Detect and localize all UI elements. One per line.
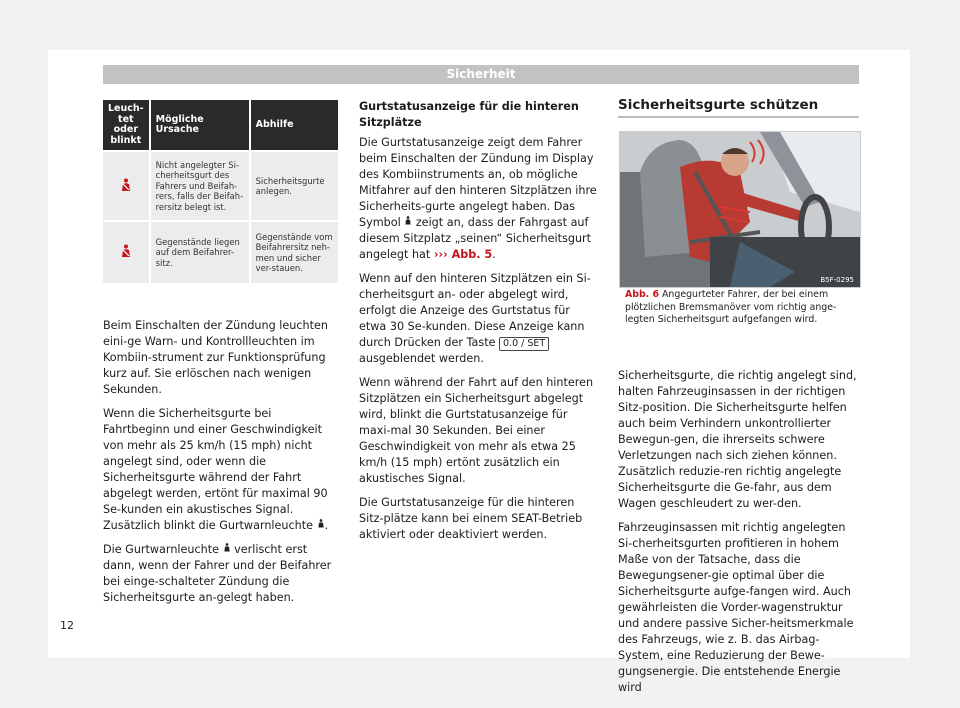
table-row	[103, 221, 339, 283]
table-cell-icon	[103, 221, 150, 283]
seatbelt-icon	[223, 542, 231, 553]
table-cell-icon	[103, 151, 150, 221]
title-underline	[618, 116, 859, 118]
table-header-light: Leuch-tet oder blinkt	[103, 100, 150, 151]
table-header-remedy: Abhilfe	[250, 100, 339, 151]
set-key: 0.0 / SET	[499, 337, 549, 351]
seatbelt-warning-icon	[120, 178, 132, 192]
table-cell-cause: Gegenstände liegen auf dem Beifahrer-sitz.	[150, 221, 250, 283]
table-header-row	[103, 100, 339, 151]
figure-code: B5F-0295	[820, 276, 854, 284]
column-3	[618, 368, 859, 704]
paragraph: Die Gurtwarnleuchte verlischt erst dann, wenn der Fahrer und der Beifahrer bei einge-schalteter Zündung die Sicherheitsgurte an-gelegt haben.	[103, 543, 332, 604]
paragraph: Sicherheitsgurte, die richtig angelegt sind, halten Fahrzeuginsassen in der richtigen Sitz-position. Die Sicherheitsgurte helfen auch beim Verhindern unkontrollierter Bewegun-gen, die ihrerseits schwere Verletzungen nach sich ziehen können. Zusätzlich reduzie-ren richtig angelegte Sicherheitsgurte die Ge-fahr, aus dem Wagen geschleudert zu wer-den.	[618, 369, 857, 510]
section-title: Sicherheitsgurte schützen	[618, 97, 819, 113]
table-header-cause: Mögliche Ursache	[150, 100, 250, 151]
column-2	[359, 99, 599, 551]
section-header: Sicherheit	[103, 65, 859, 84]
figure-reference-link[interactable]: ››› Abb. 5	[433, 248, 493, 261]
paragraph: Beim Einschalten der Zündung leuchten eini-ge Warn- und Kontrollleuchten im Kombiin-strument zur Funktionsprüfung kurz auf. Sie erlöschen nach wenigen Sekunden.	[103, 319, 328, 396]
column-1	[103, 318, 339, 614]
table-cell-remedy: Sicherheitsgurte anlegen.	[250, 151, 339, 221]
subheading: Gurtstatusanzeige für die hinteren Sitzplätze	[359, 100, 579, 129]
paragraph: Wenn die Sicherheitsgurte bei Fahrtbeginn und einer Geschwindigkeit von mehr als 25 km/h (15 mph) nicht angelegt sind, oder wenn die Sicherheitsgurte während der Fahrt abgelegt werden, ertönt für maximal 90 Se-kunden ein akustisches Signal. Zusätzlich blinkt die Gurtwarnleuchte .	[103, 407, 329, 532]
paragraph: Wenn auf den hinteren Sitzplätzen ein Si-cherheitsgurt an- oder abgelegt wird, erfolgt die Anzeige des Gurtstatus für etwa 30 Se-kunden. Diese Anzeige kann durch Drücken der Taste 0.0 / SET ausgeblendet werden.	[359, 272, 591, 365]
seatbelt-warning-icon	[120, 244, 132, 258]
figure-driver-seatbelt	[619, 131, 861, 288]
figure-label: Abb. 6	[625, 289, 660, 300]
seatbelt-icon	[404, 215, 412, 226]
caption-text: Angegurteter Fahrer, der bei einem plötzlichen Bremsmanöver vom richtig ange-legten Sicherheitsgurt aufgefangen wird.	[625, 289, 837, 325]
table-cell-remedy: Gegenstände vom Beifahrersitz neh-men und sicher ver-stauen.	[250, 221, 339, 283]
paragraph: Die Gurtstatusanzeige zeigt dem Fahrer beim Einschalten der Zündung im Display des Kombiinstruments an, ob mögliche Mitfahrer auf den hinteren Sitzplätzen ihre Sicherheits-gurte angelegt haben. Das Symbol zeigt an, dass der Fahrgast auf diesem Sitzplatz „seinen“ Sicherheitsgurt angelegt hat ››› Abb. 5.	[359, 136, 597, 261]
seatbelt-icon	[317, 518, 325, 529]
paragraph: Fahrzeuginsassen mit richtig angelegten Si-cherheitsgurten profitieren in hohem Maße von der Tatsache, dass die Bewegungsener-gie optimal über die Sicherheitsgurte aufge-fangen wird. Auch gewährleisten die Vorder-wagenstruktur und andere passive Sicher-heitsmerkmale des Fahrzeugs, wie z. B. das Airbag-System, eine Reduzierung der Bewe-gungsenergie. Die entstehende Energie wird	[618, 521, 854, 694]
car-interior-illustration	[620, 132, 860, 287]
warning-light-table	[103, 100, 340, 283]
table-cell-cause: Nicht angelegter Si-cherheitsgurt des Fahrers und Beifah-rers, falls der Beifah-rersitz belegt ist.	[150, 151, 250, 221]
paragraph: Die Gurtstatusanzeige für die hinteren Sitz-plätze kann bei einem SEAT-Betrieb aktiviert oder deaktiviert werden.	[359, 496, 583, 541]
page-number: 12	[60, 619, 74, 632]
figure-caption	[625, 289, 857, 327]
paragraph: Wenn während der Fahrt auf den hinteren Sitzplätzen ein Sicherheitsgurt abgelegt wird, blinkt die Gurtstatusanzeige für maxi-mal 30 Sekunden. Bei einer Geschwindigkeit von mehr als etwa 25 km/h (15 mph) ertönt zusätzlich ein akustisches Signal.	[359, 376, 594, 485]
table-row	[103, 151, 339, 221]
